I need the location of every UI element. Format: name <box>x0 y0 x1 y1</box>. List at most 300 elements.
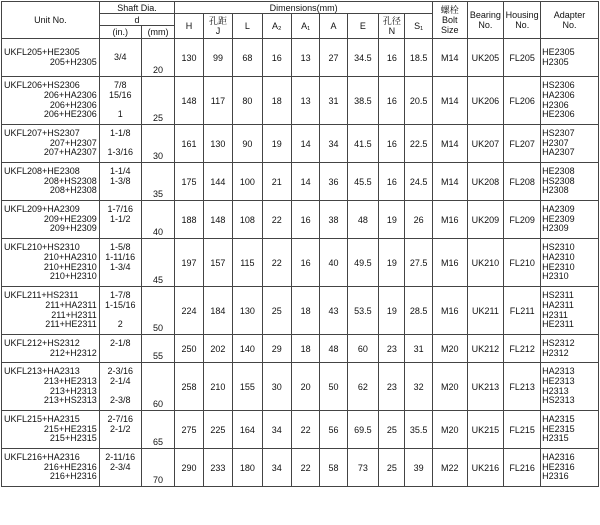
dim-s1: 26 <box>405 201 432 239</box>
table-row <box>2 125 599 163</box>
header-mm: (mm) <box>141 26 175 39</box>
unit-no: 213+HE2313 <box>43 375 97 386</box>
dim-j: 148 <box>203 201 232 239</box>
unit-no: 216+H2316 <box>49 471 97 482</box>
header-d: d <box>99 14 175 26</box>
unit-no-cell <box>2 239 100 287</box>
unit-no-cell <box>2 449 100 487</box>
dim-l: 80 <box>233 77 262 125</box>
dim-e: 73 <box>347 449 379 487</box>
adapter-no: HE2306 <box>542 109 575 120</box>
dim-housing: FL206 <box>504 77 541 125</box>
shaft-inch: 7/8 <box>113 80 127 91</box>
shaft-inch <box>100 272 141 282</box>
dim-n: 25 <box>379 411 405 449</box>
dim-a2: 34 <box>262 449 291 487</box>
unit-no: UKFL216+HA2316 <box>4 452 80 463</box>
adapter-no: HA2313 <box>542 366 575 377</box>
dim-l: 130 <box>233 287 262 335</box>
dim-s1: 24.5 <box>405 163 432 201</box>
unit-no: 216+HE2316 <box>43 461 97 472</box>
dim-h: 275 <box>175 411 203 449</box>
unit-no: 208+H2308 <box>49 185 97 196</box>
shaft-inch: 1-7/16 <box>107 204 133 215</box>
dim-housing: FL205 <box>504 39 541 77</box>
adapter-no: HA2310 <box>542 251 575 262</box>
adapter-no: HA2307 <box>542 147 575 158</box>
shaft-inch: 2-1/8 <box>109 337 131 348</box>
adapter-no: H2316 <box>542 471 569 482</box>
dim-n: 19 <box>379 201 405 239</box>
header-L: L <box>233 14 262 39</box>
dim-l: 68 <box>233 39 262 77</box>
shaft-mm: 25 <box>141 77 175 125</box>
shaft-inch-cell <box>99 201 141 239</box>
adapter-no: H2305 <box>542 56 569 67</box>
header-bearing-no: Bearing No. <box>467 2 504 39</box>
shaft-mm: 45 <box>141 239 175 287</box>
dim-bolt: M20 <box>432 363 467 411</box>
unit-no-cell <box>2 335 100 363</box>
dim-a2: 22 <box>262 239 291 287</box>
dim-housing: FL212 <box>504 335 541 363</box>
adapter-no: HS2313 <box>542 395 575 406</box>
shaft-mm: 65 <box>141 411 175 449</box>
unit-no: UKFL213+HA2313 <box>4 366 80 377</box>
unit-no-cell <box>2 77 100 125</box>
dim-l: 140 <box>233 335 262 363</box>
dim-housing: FL210 <box>504 239 541 287</box>
adapter-no-cell <box>541 239 599 287</box>
shaft-inch-cell <box>99 77 141 125</box>
dim-a: 58 <box>320 449 347 487</box>
adapter-no: HS2310 <box>542 242 575 253</box>
dim-n: 23 <box>379 363 405 411</box>
adapter-no: HE2305 <box>542 46 575 57</box>
header-unit-no: Unit No. <box>2 2 100 39</box>
header-shaft-dia: Shaft Dia. <box>99 2 175 14</box>
dim-n: 16 <box>379 77 405 125</box>
unit-no: 210+HE2310 <box>43 261 97 272</box>
dim-l: 90 <box>233 125 262 163</box>
shaft-inch <box>100 434 141 444</box>
shaft-inch: 1-1/8 <box>109 128 131 139</box>
header-H: H <box>175 14 203 39</box>
dim-e: 38.5 <box>347 77 379 125</box>
dim-a: 36 <box>320 163 347 201</box>
unit-no: UKFL206+HS2306 <box>4 80 80 91</box>
dim-l: 155 <box>233 363 262 411</box>
adapter-no: HE2313 <box>542 375 575 386</box>
adapter-no: HE2316 <box>542 461 575 472</box>
unit-no: 215+H2315 <box>49 433 97 444</box>
dim-bolt: M16 <box>432 239 467 287</box>
unit-no: 208+HS2308 <box>43 175 97 186</box>
dim-j: 157 <box>203 239 232 287</box>
adapter-no: H2315 <box>542 433 569 444</box>
adapter-no-cell <box>541 201 599 239</box>
header-adapter-no: Adapter No. <box>541 2 599 39</box>
dim-s1: 20.5 <box>405 77 432 125</box>
table-row <box>2 335 599 363</box>
shaft-inch-cell <box>99 239 141 287</box>
adapter-no: HA2306 <box>542 89 575 100</box>
header-A: A <box>320 14 347 39</box>
dim-housing: FL215 <box>504 411 541 449</box>
dim-a: 34 <box>320 125 347 163</box>
dim-a1: 22 <box>292 411 320 449</box>
dim-j: 202 <box>203 335 232 363</box>
table-row <box>2 363 599 411</box>
shaft-inch: 2-1/2 <box>109 423 131 434</box>
shaft-inch: 2-1/4 <box>109 375 131 386</box>
shaft-mm: 70 <box>141 449 175 487</box>
unit-no: UKFL210+HS2310 <box>4 242 80 253</box>
shaft-mm: 60 <box>141 363 175 411</box>
shaft-inch-cell <box>99 287 141 335</box>
dim-a: 43 <box>320 287 347 335</box>
dim-s1: 28.5 <box>405 287 432 335</box>
unit-no: UKFL205+HE2305 <box>4 46 80 57</box>
dim-j: 233 <box>203 449 232 487</box>
adapter-no: H2308 <box>542 185 569 196</box>
dim-a1: 13 <box>292 77 320 125</box>
dim-e: 62 <box>347 363 379 411</box>
adapter-no: HE2315 <box>542 423 575 434</box>
dim-n: 16 <box>379 125 405 163</box>
unit-no: 209+H2309 <box>49 223 97 234</box>
table-body <box>2 39 599 487</box>
dim-j: 144 <box>203 163 232 201</box>
dim-a1: 16 <box>292 239 320 287</box>
shaft-inch: 1-11/16 <box>105 251 136 262</box>
adapter-no: H2307 <box>542 137 569 148</box>
dim-n: 19 <box>379 239 405 287</box>
dim-j: 99 <box>203 39 232 77</box>
shaft-mm: 35 <box>141 163 175 201</box>
dim-bearing: UK205 <box>467 39 504 77</box>
dim-bearing: UK209 <box>467 201 504 239</box>
header-A2: A₂ <box>262 14 291 39</box>
dim-a1: 18 <box>292 335 320 363</box>
adapter-no-cell <box>541 363 599 411</box>
header-N: 孔径 N <box>379 14 405 39</box>
dim-housing: FL208 <box>504 163 541 201</box>
shaft-inch: 1-15/16 <box>104 299 136 310</box>
adapter-no: H2310 <box>542 271 569 282</box>
table-row <box>2 39 599 77</box>
dim-h: 250 <box>175 335 203 363</box>
dim-a1: 14 <box>292 125 320 163</box>
shaft-inch <box>100 472 141 482</box>
unit-no: 206+HE2306 <box>43 109 97 120</box>
dim-bolt: M14 <box>432 163 467 201</box>
dim-n: 25 <box>379 449 405 487</box>
header-housing-no: Housing No. <box>504 2 541 39</box>
shaft-inch: 1-3/16 <box>107 147 133 158</box>
dim-h: 258 <box>175 363 203 411</box>
dim-a2: 19 <box>262 125 291 163</box>
shaft-inch: 2-11/16 <box>105 452 136 463</box>
dim-l: 164 <box>233 411 262 449</box>
shaft-mm: 40 <box>141 201 175 239</box>
dim-e: 34.5 <box>347 39 379 77</box>
adapter-no: HS2308 <box>542 175 575 186</box>
adapter-no-cell <box>541 77 599 125</box>
dim-l: 115 <box>233 239 262 287</box>
shaft-mm: 55 <box>141 335 175 363</box>
unit-no: 212+H2312 <box>49 347 97 358</box>
adapter-no: H2313 <box>542 385 569 396</box>
unit-no: 205+H2305 <box>49 56 97 67</box>
dim-a2: 25 <box>262 287 291 335</box>
dim-s1: 31 <box>405 335 432 363</box>
dim-bearing: UK207 <box>467 125 504 163</box>
unit-no: 215+HE2315 <box>43 423 97 434</box>
dim-bolt: M22 <box>432 449 467 487</box>
shaft-inch-cell <box>99 411 141 449</box>
dim-s1: 32 <box>405 363 432 411</box>
dim-a: 56 <box>320 411 347 449</box>
table-row <box>2 411 599 449</box>
adapter-no: HE2309 <box>542 213 575 224</box>
table-row <box>2 239 599 287</box>
dim-j: 184 <box>203 287 232 335</box>
adapter-no-cell <box>541 163 599 201</box>
dim-a: 38 <box>320 201 347 239</box>
dim-h: 161 <box>175 125 203 163</box>
adapter-no: HS2307 <box>542 128 575 139</box>
dim-bearing: UK215 <box>467 411 504 449</box>
dim-a: 50 <box>320 363 347 411</box>
dim-e: 41.5 <box>347 125 379 163</box>
unit-no-cell <box>2 201 100 239</box>
dim-h: 290 <box>175 449 203 487</box>
dim-e: 60 <box>347 335 379 363</box>
unit-no: UKFL211+HS2311 <box>4 290 79 301</box>
adapter-no-cell <box>541 287 599 335</box>
shaft-mm: 20 <box>141 39 175 77</box>
shaft-inch <box>100 224 141 234</box>
unit-no: 211+HE2311 <box>45 319 97 330</box>
dim-j: 130 <box>203 125 232 163</box>
shaft-inch: 1-3/8 <box>109 175 131 186</box>
unit-no: UKFL208+HE2308 <box>4 166 80 177</box>
adapter-no: HS2311 <box>542 290 574 301</box>
dim-bolt: M14 <box>432 39 467 77</box>
header-S1: S₁ <box>405 14 432 39</box>
dim-a2: 21 <box>262 163 291 201</box>
dim-s1: 27.5 <box>405 239 432 287</box>
adapter-no: HE2311 <box>542 319 574 330</box>
dim-a: 27 <box>320 39 347 77</box>
unit-no-cell <box>2 411 100 449</box>
dim-l: 180 <box>233 449 262 487</box>
unit-no: 209+HE2309 <box>43 213 97 224</box>
unit-no: 206+H2306 <box>49 99 97 110</box>
shaft-inch: 2-3/4 <box>109 461 131 472</box>
shaft-inch-cell <box>99 363 141 411</box>
unit-no: UKFL209+HA2309 <box>4 204 80 215</box>
unit-no: UKFL215+HA2315 <box>4 414 80 425</box>
adapter-no: HA2316 <box>542 452 575 463</box>
table-row <box>2 449 599 487</box>
dim-bolt: M14 <box>432 77 467 125</box>
unit-no: 207+H2307 <box>49 137 97 148</box>
unit-no-cell <box>2 125 100 163</box>
shaft-inch: 2-7/16 <box>107 414 133 425</box>
dim-bolt: M20 <box>432 335 467 363</box>
unit-no-cell <box>2 363 100 411</box>
shaft-inch-cell <box>99 449 141 487</box>
dim-h: 197 <box>175 239 203 287</box>
dim-s1: 39 <box>405 449 432 487</box>
unit-no: 213+HS2313 <box>43 395 97 406</box>
dim-housing: FL211 <box>504 287 541 335</box>
table-row <box>2 77 599 125</box>
shaft-inch: 2-3/8 <box>109 395 131 406</box>
dim-bolt: M16 <box>432 287 467 335</box>
unit-no: UKFL212+HS2312 <box>4 337 80 348</box>
unit-no-cell <box>2 287 100 335</box>
unit-no: 207+HA2307 <box>43 147 97 158</box>
adapter-no-cell <box>541 335 599 363</box>
dim-housing: FL213 <box>504 363 541 411</box>
shaft-inch: 1-1/2 <box>109 213 131 224</box>
adapter-no: HS2312 <box>542 337 575 348</box>
adapter-no: H2306 <box>542 99 569 110</box>
dim-bearing: UK216 <box>467 449 504 487</box>
dim-j: 225 <box>203 411 232 449</box>
dim-a1: 20 <box>292 363 320 411</box>
dim-h: 224 <box>175 287 203 335</box>
dim-l: 100 <box>233 163 262 201</box>
adapter-no: HA2309 <box>542 204 575 215</box>
unit-no: 210+HA2310 <box>43 251 97 262</box>
dim-a: 48 <box>320 335 347 363</box>
dim-a2: 22 <box>262 201 291 239</box>
dim-j: 117 <box>203 77 232 125</box>
table-row <box>2 201 599 239</box>
dim-h: 175 <box>175 163 203 201</box>
dim-housing: FL216 <box>504 449 541 487</box>
dim-a1: 13 <box>292 39 320 77</box>
dim-a: 31 <box>320 77 347 125</box>
dim-s1: 35.5 <box>405 411 432 449</box>
header-E: E <box>347 14 379 39</box>
dim-s1: 18.5 <box>405 39 432 77</box>
header-dimensions: Dimensions(mm) <box>175 2 433 14</box>
dim-s1: 22.5 <box>405 125 432 163</box>
header-J: 孔距 J <box>203 14 232 39</box>
dim-housing: FL209 <box>504 201 541 239</box>
adapter-no-cell <box>541 411 599 449</box>
adapter-no: HE2308 <box>542 166 575 177</box>
unit-no: 211+H2311 <box>51 309 97 320</box>
adapter-no: HS2306 <box>542 80 575 91</box>
dim-l: 108 <box>233 201 262 239</box>
unit-no: 210+H2310 <box>49 271 97 282</box>
dim-housing: FL207 <box>504 125 541 163</box>
adapter-no: HA2311 <box>542 299 574 310</box>
dim-a2: 29 <box>262 335 291 363</box>
unit-no-cell <box>2 163 100 201</box>
dim-j: 210 <box>203 363 232 411</box>
dim-a: 40 <box>320 239 347 287</box>
spec-table <box>1 1 599 487</box>
dim-a1: 16 <box>292 201 320 239</box>
dim-bearing: UK206 <box>467 77 504 125</box>
adapter-no: H2312 <box>542 347 569 358</box>
adapter-no-cell <box>541 125 599 163</box>
dim-bolt: M14 <box>432 125 467 163</box>
shaft-inch-cell <box>99 335 141 363</box>
dim-a1: 22 <box>292 449 320 487</box>
shaft-inch: 1-3/4 <box>109 261 131 272</box>
shaft-inch: 1 <box>117 109 123 120</box>
dim-e: 45.5 <box>347 163 379 201</box>
dim-bolt: M20 <box>432 411 467 449</box>
dim-n: 19 <box>379 287 405 335</box>
adapter-no-cell <box>541 449 599 487</box>
adapter-no: H2309 <box>542 223 569 234</box>
shaft-inch-cell <box>99 39 141 77</box>
unit-no: 213+H2313 <box>49 385 97 396</box>
dim-bearing: UK210 <box>467 239 504 287</box>
adapter-no: H2311 <box>542 309 568 320</box>
dim-h: 130 <box>175 39 203 77</box>
table-row <box>2 287 599 335</box>
shaft-inch: 1-7/8 <box>109 290 131 301</box>
header-in: (in.) <box>99 26 141 39</box>
shaft-inch-cell <box>99 125 141 163</box>
header-bolt-size: 螺栓 Bolt Size <box>432 2 467 39</box>
dim-bearing: UK212 <box>467 335 504 363</box>
dim-bearing: UK213 <box>467 363 504 411</box>
dim-a2: 34 <box>262 411 291 449</box>
dim-e: 48 <box>347 201 379 239</box>
shaft-mm: 30 <box>141 125 175 163</box>
shaft-inch: 2 <box>117 319 123 330</box>
dim-bearing: UK211 <box>467 287 504 335</box>
unit-no: 211+HA2311 <box>45 299 97 310</box>
shaft-inch: 15/16 <box>108 89 132 100</box>
shaft-inch: 2-3/16 <box>107 366 133 377</box>
dim-a2: 16 <box>262 39 291 77</box>
unit-no: UKFL207+HS2307 <box>4 128 80 139</box>
dim-bearing: UK208 <box>467 163 504 201</box>
adapter-no: HA2315 <box>542 414 575 425</box>
dim-a2: 30 <box>262 363 291 411</box>
header-A1: A₁ <box>292 14 320 39</box>
adapter-no-cell <box>541 39 599 77</box>
dim-a1: 18 <box>292 287 320 335</box>
dim-a2: 18 <box>262 77 291 125</box>
unit-no-cell <box>2 39 100 77</box>
dim-e: 49.5 <box>347 239 379 287</box>
shaft-inch <box>100 349 141 359</box>
dim-e: 69.5 <box>347 411 379 449</box>
shaft-inch: 1-1/4 <box>109 166 131 177</box>
dim-a1: 14 <box>292 163 320 201</box>
dim-n: 16 <box>379 163 405 201</box>
table-row <box>2 163 599 201</box>
shaft-inch: 3/4 <box>113 51 127 62</box>
dim-e: 53.5 <box>347 287 379 335</box>
shaft-inch-cell <box>99 163 141 201</box>
dim-n: 16 <box>379 39 405 77</box>
dim-bolt: M16 <box>432 201 467 239</box>
